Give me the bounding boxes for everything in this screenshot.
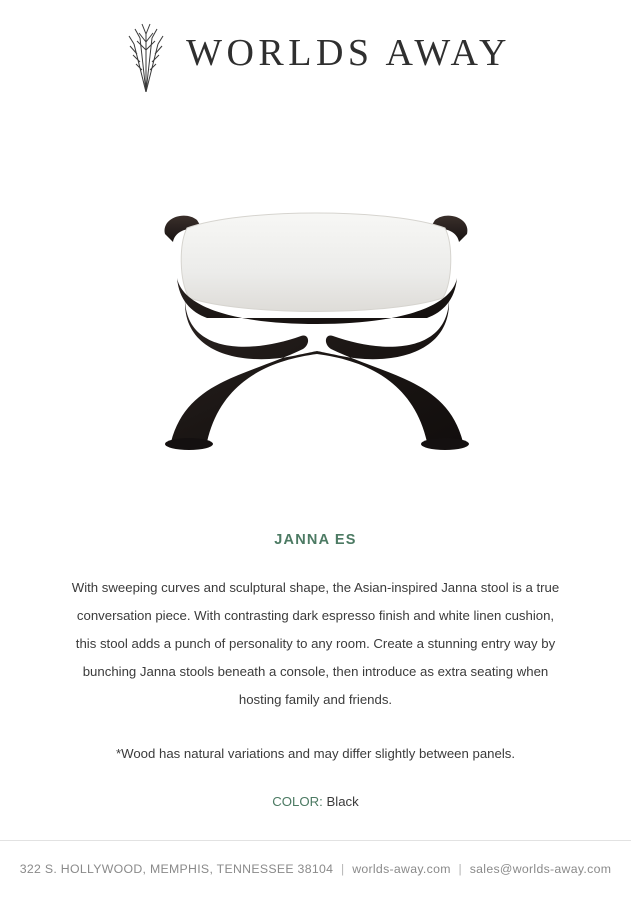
- footer-contact: [20, 862, 612, 876]
- footer-separator-1: |: [340, 862, 345, 876]
- footer-address: 322 S. HOLLYWOOD, MEMPHIS, TENNESSEE 38104: [19, 862, 334, 876]
- brand-wordmark: WORLDS AWAY: [186, 32, 511, 74]
- product-info: [0, 532, 631, 809]
- brand-logo[interactable]: [120, 14, 511, 92]
- product-image: [0, 154, 631, 454]
- page-footer: [0, 840, 631, 897]
- product-color-row: [56, 794, 575, 809]
- page-header: [0, 0, 631, 92]
- color-label: COLOR:: [272, 794, 323, 809]
- footer-separator-2: |: [458, 862, 462, 876]
- wheat-stalks-icon: [120, 14, 172, 92]
- product-note: *Wood has natural variations and may differ slightly between panels.: [115, 746, 516, 761]
- color-value: Black: [326, 794, 359, 809]
- janna-stool-illustration: [151, 204, 481, 454]
- product-description: With sweeping curves and sculptural shape, the Asian-inspired Janna stool is a true conversation piece. With contrasting dark espresso finish and white linen cushion, this stool adds a punch of personality to any room. Create a stunning entry way by bunching Janna stools beneath a console, then introduce as extra seating when hosting family and friends.: [71, 580, 560, 707]
- footer-website-link[interactable]: worlds-away.com: [352, 862, 451, 876]
- footer-email-link[interactable]: sales@worlds-away.com: [469, 862, 612, 876]
- page-title: JANNA ES: [274, 532, 357, 548]
